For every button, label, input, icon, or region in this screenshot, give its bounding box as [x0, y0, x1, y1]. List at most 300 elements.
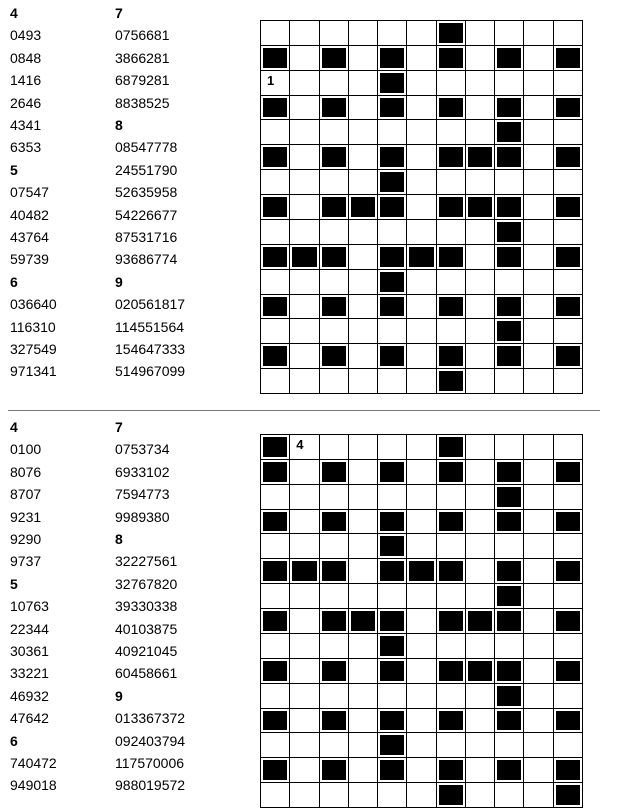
grid-cell[interactable]: [290, 170, 319, 195]
grid-cell[interactable]: [524, 369, 553, 394]
black-cell[interactable]: [378, 195, 407, 220]
grid-cell[interactable]: [320, 485, 349, 510]
grid-cell[interactable]: [524, 485, 553, 510]
black-cell[interactable]: [554, 96, 583, 121]
grid-cell[interactable]: [437, 485, 466, 510]
grid-cell[interactable]: [466, 733, 495, 758]
grid-cell[interactable]: [290, 534, 319, 559]
black-cell[interactable]: [495, 245, 524, 270]
black-cell[interactable]: [554, 344, 583, 369]
black-cell[interactable]: [437, 709, 466, 734]
grid-cell[interactable]: [466, 634, 495, 659]
black-cell[interactable]: [320, 709, 349, 734]
black-cell[interactable]: [378, 460, 407, 485]
black-cell[interactable]: [378, 510, 407, 535]
grid-cell[interactable]: [407, 220, 436, 245]
grid-cell[interactable]: [407, 46, 436, 71]
grid-cell[interactable]: [466, 245, 495, 270]
grid-cell[interactable]: [378, 21, 407, 46]
grid-cell[interactable]: [554, 369, 583, 394]
grid-cell[interactable]: [261, 319, 290, 344]
grid-cell[interactable]: [320, 435, 349, 460]
grid-cell[interactable]: [290, 485, 319, 510]
grid-cell[interactable]: [524, 634, 553, 659]
grid-cell[interactable]: [466, 369, 495, 394]
grid-cell[interactable]: [349, 709, 378, 734]
grid-cell[interactable]: [407, 270, 436, 295]
grid-cell[interactable]: [466, 120, 495, 145]
black-cell[interactable]: [378, 96, 407, 121]
black-cell[interactable]: [437, 559, 466, 584]
grid-cell[interactable]: [349, 659, 378, 684]
black-cell[interactable]: [378, 170, 407, 195]
grid-cell[interactable]: [524, 21, 553, 46]
grid-cell[interactable]: [320, 733, 349, 758]
black-cell[interactable]: [261, 510, 290, 535]
grid-cell[interactable]: [349, 634, 378, 659]
grid-cell[interactable]: [407, 170, 436, 195]
grid-cell[interactable]: [290, 659, 319, 684]
black-cell[interactable]: [320, 460, 349, 485]
grid-cell[interactable]: [466, 96, 495, 121]
grid-cell[interactable]: [466, 584, 495, 609]
grid-cell[interactable]: [437, 220, 466, 245]
grid-cell[interactable]: [290, 195, 319, 220]
black-cell[interactable]: [495, 559, 524, 584]
black-cell[interactable]: [466, 145, 495, 170]
grid-cell[interactable]: [437, 120, 466, 145]
black-cell[interactable]: [378, 659, 407, 684]
grid-cell[interactable]: [524, 559, 553, 584]
grid-cell[interactable]: [524, 534, 553, 559]
grid-cell[interactable]: [495, 534, 524, 559]
black-cell[interactable]: [495, 96, 524, 121]
grid-cell[interactable]: [349, 46, 378, 71]
black-cell[interactable]: [378, 270, 407, 295]
grid-cell[interactable]: [466, 758, 495, 783]
black-cell[interactable]: [495, 120, 524, 145]
black-cell[interactable]: [554, 609, 583, 634]
black-cell[interactable]: [290, 559, 319, 584]
grid-cell[interactable]: [554, 319, 583, 344]
grid-cell[interactable]: [261, 783, 290, 808]
grid-cell[interactable]: [349, 783, 378, 808]
black-cell[interactable]: [261, 245, 290, 270]
grid-cell[interactable]: [524, 584, 553, 609]
black-cell[interactable]: [378, 295, 407, 320]
grid-cell[interactable]: [437, 170, 466, 195]
grid-cell[interactable]: [290, 344, 319, 369]
grid-cell[interactable]: [378, 319, 407, 344]
black-cell[interactable]: [320, 659, 349, 684]
black-cell[interactable]: [261, 195, 290, 220]
grid-cell[interactable]: [407, 21, 436, 46]
black-cell[interactable]: [437, 609, 466, 634]
grid-cell[interactable]: [437, 634, 466, 659]
black-cell[interactable]: [320, 758, 349, 783]
grid-cell[interactable]: [320, 220, 349, 245]
grid-cell[interactable]: [407, 659, 436, 684]
black-cell[interactable]: [320, 559, 349, 584]
black-cell[interactable]: [261, 758, 290, 783]
grid-cell[interactable]: [261, 369, 290, 394]
black-cell[interactable]: [320, 96, 349, 121]
black-cell[interactable]: [495, 684, 524, 709]
grid-cell[interactable]: [320, 170, 349, 195]
grid-cell[interactable]: [466, 295, 495, 320]
grid-cell[interactable]: [554, 435, 583, 460]
black-cell[interactable]: [320, 510, 349, 535]
grid-cell[interactable]: [290, 295, 319, 320]
grid-cell[interactable]: [349, 559, 378, 584]
grid-cell[interactable]: [290, 220, 319, 245]
grid-cell[interactable]: [407, 733, 436, 758]
grid-cell[interactable]: [407, 609, 436, 634]
black-cell[interactable]: [495, 319, 524, 344]
grid-cell[interactable]: [378, 783, 407, 808]
grid-cell[interactable]: [437, 584, 466, 609]
black-cell[interactable]: [554, 295, 583, 320]
black-cell[interactable]: [378, 71, 407, 96]
black-cell[interactable]: [495, 510, 524, 535]
black-cell[interactable]: [554, 510, 583, 535]
grid-cell[interactable]: [466, 344, 495, 369]
grid-cell[interactable]: [349, 584, 378, 609]
black-cell[interactable]: [495, 220, 524, 245]
black-cell[interactable]: [261, 145, 290, 170]
grid-cell[interactable]: [407, 96, 436, 121]
grid-cell[interactable]: [407, 435, 436, 460]
grid-cell[interactable]: [466, 534, 495, 559]
grid-cell[interactable]: [466, 435, 495, 460]
grid-cell[interactable]: [407, 319, 436, 344]
grid-cell[interactable]: [320, 584, 349, 609]
grid-cell[interactable]: [466, 709, 495, 734]
grid-cell[interactable]: [554, 21, 583, 46]
black-cell[interactable]: [554, 783, 583, 808]
grid-cell[interactable]: [554, 71, 583, 96]
grid-cell[interactable]: [378, 120, 407, 145]
grid-cell[interactable]: [554, 170, 583, 195]
grid-cell[interactable]: [290, 145, 319, 170]
grid-cell[interactable]: [261, 270, 290, 295]
grid-cell[interactable]: [524, 96, 553, 121]
black-cell[interactable]: [320, 46, 349, 71]
black-cell[interactable]: [466, 195, 495, 220]
grid-cell[interactable]: [407, 460, 436, 485]
grid-cell[interactable]: [261, 534, 290, 559]
black-cell[interactable]: [261, 659, 290, 684]
grid-cell[interactable]: [349, 534, 378, 559]
grid-cell[interactable]: [407, 145, 436, 170]
black-cell[interactable]: [290, 245, 319, 270]
grid-cell[interactable]: [290, 634, 319, 659]
grid-cell[interactable]: [349, 435, 378, 460]
black-cell[interactable]: [495, 295, 524, 320]
black-cell[interactable]: [495, 46, 524, 71]
grid-cell[interactable]: [554, 270, 583, 295]
grid-cell[interactable]: [320, 319, 349, 344]
grid-cell[interactable]: [554, 120, 583, 145]
grid-cell[interactable]: [524, 609, 553, 634]
grid-cell[interactable]: [290, 46, 319, 71]
grid-cell[interactable]: [407, 71, 436, 96]
grid-cell[interactable]: [466, 220, 495, 245]
black-cell[interactable]: [495, 609, 524, 634]
grid-cell[interactable]: [524, 46, 553, 71]
grid-cell[interactable]: [349, 170, 378, 195]
black-cell[interactable]: [437, 510, 466, 535]
grid-cell[interactable]: [378, 584, 407, 609]
black-cell[interactable]: [495, 485, 524, 510]
grid-cell[interactable]: [554, 584, 583, 609]
black-cell[interactable]: [554, 460, 583, 485]
grid-cell[interactable]: [349, 344, 378, 369]
grid-cell[interactable]: [407, 510, 436, 535]
grid-cell[interactable]: [524, 684, 553, 709]
grid-cell[interactable]: [407, 684, 436, 709]
black-cell[interactable]: [378, 344, 407, 369]
grid-cell[interactable]: [495, 170, 524, 195]
black-cell[interactable]: [495, 758, 524, 783]
black-cell[interactable]: [261, 709, 290, 734]
grid-cell[interactable]: [524, 758, 553, 783]
grid-cell[interactable]: [437, 270, 466, 295]
grid-cell[interactable]: [407, 344, 436, 369]
grid-cell[interactable]: [407, 758, 436, 783]
grid-cell[interactable]: [349, 220, 378, 245]
grid-cell[interactable]: [407, 584, 436, 609]
grid-cell[interactable]: [290, 71, 319, 96]
grid-cell[interactable]: [495, 783, 524, 808]
grid-cell[interactable]: [524, 709, 553, 734]
grid-cell[interactable]: [466, 485, 495, 510]
grid-cell[interactable]: [554, 684, 583, 709]
grid-cell[interactable]: [349, 96, 378, 121]
grid-cell[interactable]: [349, 21, 378, 46]
grid-cell[interactable]: [407, 485, 436, 510]
grid-cell[interactable]: [466, 684, 495, 709]
grid-cell[interactable]: [290, 21, 319, 46]
grid-cell[interactable]: [290, 435, 319, 460]
black-cell[interactable]: [378, 245, 407, 270]
black-cell[interactable]: [437, 659, 466, 684]
black-cell[interactable]: [261, 96, 290, 121]
grid-cell[interactable]: [524, 510, 553, 535]
grid-cell[interactable]: [466, 270, 495, 295]
grid-cell[interactable]: [524, 120, 553, 145]
grid-cell[interactable]: [495, 71, 524, 96]
grid-cell[interactable]: [349, 369, 378, 394]
grid-cell[interactable]: [495, 733, 524, 758]
grid-cell[interactable]: [261, 485, 290, 510]
black-cell[interactable]: [378, 733, 407, 758]
grid-cell[interactable]: [495, 369, 524, 394]
black-cell[interactable]: [495, 659, 524, 684]
grid-cell[interactable]: [349, 120, 378, 145]
grid-cell[interactable]: [466, 460, 495, 485]
grid-cell[interactable]: [437, 534, 466, 559]
grid-cell[interactable]: [290, 319, 319, 344]
grid-cell[interactable]: [466, 510, 495, 535]
grid-cell[interactable]: [378, 435, 407, 460]
grid-cell[interactable]: [495, 21, 524, 46]
grid-cell[interactable]: [320, 120, 349, 145]
black-cell[interactable]: [320, 609, 349, 634]
black-cell[interactable]: [261, 435, 290, 460]
grid-cell[interactable]: [261, 21, 290, 46]
grid-cell[interactable]: [495, 270, 524, 295]
black-cell[interactable]: [466, 659, 495, 684]
grid-cell[interactable]: [407, 709, 436, 734]
grid-cell[interactable]: [554, 485, 583, 510]
grid-cell[interactable]: [290, 270, 319, 295]
grid-cell[interactable]: [407, 783, 436, 808]
grid-cell[interactable]: [524, 270, 553, 295]
grid-cell[interactable]: [466, 46, 495, 71]
grid-cell[interactable]: [320, 71, 349, 96]
black-cell[interactable]: [261, 46, 290, 71]
black-cell[interactable]: [495, 709, 524, 734]
grid-cell[interactable]: [524, 344, 553, 369]
grid-cell[interactable]: [349, 319, 378, 344]
grid-cell[interactable]: [524, 783, 553, 808]
grid-cell[interactable]: [524, 195, 553, 220]
black-cell[interactable]: [437, 96, 466, 121]
black-cell[interactable]: [378, 145, 407, 170]
grid-cell[interactable]: [290, 609, 319, 634]
grid-cell[interactable]: [290, 709, 319, 734]
grid-cell[interactable]: [261, 170, 290, 195]
grid-cell[interactable]: [290, 460, 319, 485]
black-cell[interactable]: [554, 46, 583, 71]
grid-cell[interactable]: [407, 120, 436, 145]
grid-cell[interactable]: [554, 534, 583, 559]
grid-cell[interactable]: [407, 534, 436, 559]
black-cell[interactable]: [554, 758, 583, 783]
black-cell[interactable]: [261, 559, 290, 584]
grid-cell[interactable]: [261, 71, 290, 96]
black-cell[interactable]: [495, 584, 524, 609]
grid-cell[interactable]: [290, 510, 319, 535]
black-cell[interactable]: [554, 195, 583, 220]
black-cell[interactable]: [378, 46, 407, 71]
grid-cell[interactable]: [261, 120, 290, 145]
black-cell[interactable]: [378, 534, 407, 559]
grid-cell[interactable]: [524, 170, 553, 195]
grid-cell[interactable]: [466, 559, 495, 584]
grid-cell[interactable]: [261, 733, 290, 758]
grid-cell[interactable]: [437, 71, 466, 96]
grid-cell[interactable]: [378, 220, 407, 245]
grid-cell[interactable]: [437, 319, 466, 344]
grid-cell[interactable]: [495, 634, 524, 659]
black-cell[interactable]: [495, 460, 524, 485]
grid-cell[interactable]: [320, 270, 349, 295]
black-cell[interactable]: [261, 609, 290, 634]
grid-cell[interactable]: [407, 195, 436, 220]
grid-cell[interactable]: [378, 369, 407, 394]
black-cell[interactable]: [407, 245, 436, 270]
black-cell[interactable]: [437, 369, 466, 394]
grid-cell[interactable]: [524, 435, 553, 460]
grid-cell[interactable]: [378, 684, 407, 709]
grid-cell[interactable]: [290, 684, 319, 709]
grid-cell[interactable]: [349, 145, 378, 170]
black-cell[interactable]: [437, 344, 466, 369]
black-cell[interactable]: [378, 758, 407, 783]
black-cell[interactable]: [554, 709, 583, 734]
black-cell[interactable]: [407, 559, 436, 584]
black-cell[interactable]: [320, 195, 349, 220]
grid-cell[interactable]: [290, 584, 319, 609]
grid-cell[interactable]: [349, 460, 378, 485]
grid-cell[interactable]: [466, 21, 495, 46]
black-cell[interactable]: [349, 609, 378, 634]
grid-cell[interactable]: [349, 758, 378, 783]
grid-cell[interactable]: [524, 71, 553, 96]
grid-cell[interactable]: [290, 783, 319, 808]
grid-cell[interactable]: [320, 21, 349, 46]
black-cell[interactable]: [261, 460, 290, 485]
black-cell[interactable]: [437, 46, 466, 71]
grid-cell[interactable]: [524, 145, 553, 170]
grid-cell[interactable]: [290, 758, 319, 783]
grid-cell[interactable]: [349, 485, 378, 510]
black-cell[interactable]: [495, 344, 524, 369]
grid-cell[interactable]: [524, 319, 553, 344]
grid-cell[interactable]: [349, 684, 378, 709]
grid-cell[interactable]: [437, 733, 466, 758]
grid-cell[interactable]: [524, 733, 553, 758]
grid-cell[interactable]: [320, 634, 349, 659]
black-cell[interactable]: [437, 435, 466, 460]
black-cell[interactable]: [554, 145, 583, 170]
grid-cell[interactable]: [407, 369, 436, 394]
black-cell[interactable]: [261, 295, 290, 320]
grid-cell[interactable]: [554, 220, 583, 245]
black-cell[interactable]: [378, 609, 407, 634]
grid-cell[interactable]: [349, 245, 378, 270]
black-cell[interactable]: [378, 709, 407, 734]
grid-cell[interactable]: [320, 369, 349, 394]
grid-cell[interactable]: [349, 71, 378, 96]
black-cell[interactable]: [437, 783, 466, 808]
grid-cell[interactable]: [261, 634, 290, 659]
black-cell[interactable]: [495, 195, 524, 220]
grid-cell[interactable]: [437, 684, 466, 709]
black-cell[interactable]: [437, 460, 466, 485]
black-cell[interactable]: [320, 145, 349, 170]
black-cell[interactable]: [437, 758, 466, 783]
black-cell[interactable]: [349, 195, 378, 220]
black-cell[interactable]: [378, 559, 407, 584]
black-cell[interactable]: [378, 634, 407, 659]
black-cell[interactable]: [437, 295, 466, 320]
black-cell[interactable]: [554, 559, 583, 584]
grid-cell[interactable]: [290, 96, 319, 121]
grid-cell[interactable]: [466, 170, 495, 195]
black-cell[interactable]: [466, 609, 495, 634]
black-cell[interactable]: [437, 21, 466, 46]
grid-cell[interactable]: [407, 295, 436, 320]
grid-cell[interactable]: [378, 485, 407, 510]
grid-cell[interactable]: [466, 319, 495, 344]
grid-cell[interactable]: [261, 684, 290, 709]
black-cell[interactable]: [554, 245, 583, 270]
grid-cell[interactable]: [261, 584, 290, 609]
grid-cell[interactable]: [290, 120, 319, 145]
